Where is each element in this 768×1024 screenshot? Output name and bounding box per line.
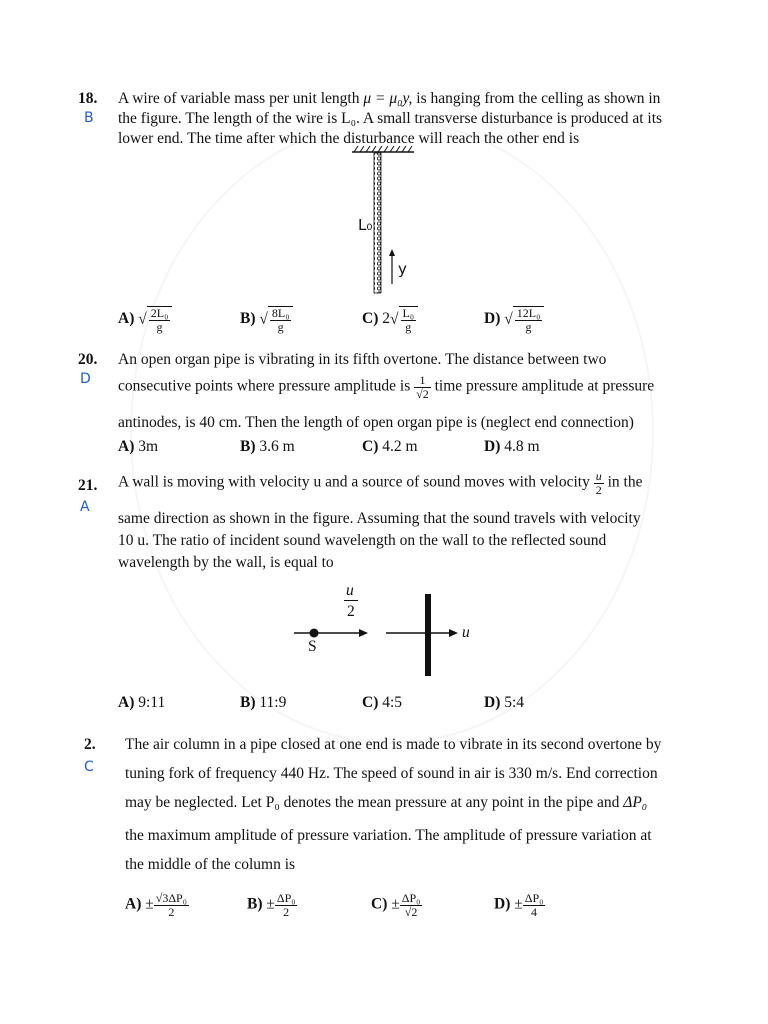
fraction-numerator: 12L₀	[516, 306, 541, 320]
question-20-line-1: An open organ pipe is vibrating in its fifth overtone. The distance between two	[118, 351, 607, 368]
option-label: C)	[362, 438, 379, 455]
wall	[425, 594, 431, 676]
q18-option-b	[240, 306, 293, 333]
figure-2: 2	[347, 603, 355, 620]
question-20-line-2-post: time pressure amplitude at pressure	[430, 377, 655, 395]
q21-option-d	[484, 694, 524, 712]
wire	[374, 153, 381, 293]
delta-p0-symbol: ΔP₀	[623, 794, 648, 811]
question-2-line-3-pre: may be neglected. Let P₀ denotes the mean pressure at any point in the pipe and	[125, 794, 624, 811]
question-20-number: 20.	[78, 351, 98, 368]
question-18-number: 18.	[78, 90, 98, 107]
option-fraction	[523, 892, 546, 918]
option-text: 5:4	[500, 694, 525, 711]
q20-option-c	[362, 438, 418, 456]
question-2-line-3	[125, 794, 647, 812]
option-text: 3.6 m	[255, 438, 295, 455]
option-label: B)	[240, 310, 256, 328]
question-2-line-1: The air column in a pipe closed at one end is made to vibrate in its second overtone by	[125, 736, 662, 753]
plus-minus: ±	[391, 895, 400, 913]
fraction-numerator: L₀	[402, 306, 415, 320]
question-21-line-2: same direction as shown in the figure. Assuming that the sound travels with velocity	[118, 510, 641, 527]
option-fraction	[275, 892, 298, 918]
q2-option-a	[125, 892, 189, 918]
question-20-line-2	[118, 374, 654, 400]
option-label: D)	[484, 438, 501, 455]
question-20-line-3: antinodes, is 40 cm. Then the length of open organ pipe is (neglect end connection)	[118, 414, 634, 431]
fraction-denominator: 4	[531, 904, 538, 919]
figure-u-top: u	[346, 582, 354, 599]
option-label: C)	[362, 310, 379, 328]
mu-expression: μ = μ₀y,	[363, 90, 413, 107]
source-wall-figure	[288, 590, 488, 680]
q2-option-d	[494, 892, 545, 918]
option-label: D)	[494, 895, 511, 913]
q20-option-d	[484, 438, 540, 456]
option-text: 4.8 m	[500, 438, 540, 455]
option-text: 9:11	[134, 694, 166, 711]
fraction-numerator: 2L₀	[150, 306, 169, 320]
q20-option-b	[240, 438, 295, 456]
fraction-denominator: √2	[404, 904, 418, 919]
sqrt-expression: √ $\frac{\text{2L₀}}{g}$	[138, 306, 172, 333]
option-fraction	[154, 892, 189, 918]
fraction-denominator: 2	[595, 482, 602, 497]
question-18-line-1	[118, 90, 660, 108]
question-21-line-3: 10 u. The ratio of incident sound wavelength on the wall to the reflected sound	[118, 532, 607, 549]
question-2-line-4: the maximum amplitude of pressure variation. The amplitude of pressure variation at	[125, 827, 652, 844]
question-21-line-1	[118, 470, 642, 496]
plus-minus: ±	[145, 895, 154, 913]
sqrt-expression: √ $\frac{\text{L₀}}{g}$	[390, 306, 418, 333]
question-20-line-2-pre: consecutive points where pressure amplitude is	[118, 377, 415, 395]
figure-label-L0: L₀	[358, 216, 373, 234]
q2-option-c	[371, 892, 422, 918]
plus-minus: ±	[514, 895, 523, 913]
question-18-answer-mark: B	[84, 110, 94, 126]
question-21-answer-mark: A	[80, 499, 90, 515]
fraction-numerator: 8L₀	[271, 306, 290, 320]
fraction-denominator: √2	[416, 386, 429, 401]
option-label: A)	[118, 438, 135, 455]
option-label: B)	[240, 694, 256, 711]
q21-option-b	[240, 694, 286, 712]
question-20-answer-mark: D	[80, 371, 91, 387]
sqrt-expression: √ $\frac{\text{12L₀}}{g}$	[504, 306, 544, 333]
option-label: D)	[484, 694, 501, 711]
option-text: 3m	[134, 438, 159, 455]
q18-option-d	[484, 306, 544, 333]
one-over-root2-fraction	[414, 374, 431, 400]
option-text: 4:5	[378, 694, 403, 711]
fraction-numerator: ΔP₀	[276, 891, 296, 905]
question-18-line-1-pre: A wire of variable mass per unit length	[118, 90, 364, 107]
option-prefix: 2	[382, 310, 390, 328]
option-label: A)	[125, 895, 142, 913]
option-label: A)	[118, 310, 135, 328]
figure-label-y: y	[398, 260, 407, 278]
question-18-line-3: lower end. The time after which the disturbance will reach the other end is	[118, 130, 580, 147]
fraction-denominator: g	[277, 319, 284, 334]
fraction-denominator: 2	[168, 904, 175, 919]
question-21-line-1-post: in the	[603, 473, 643, 491]
q2-option-b	[247, 892, 297, 918]
question-2-line-2: tuning fork of frequency 440 Hz. The speed of sound in air is 330 m/s. End correction	[125, 765, 658, 782]
question-18-line-2: the figure. The length of the wire is L₀. A small transverse disturbance is produced at its	[118, 110, 663, 127]
figure-u-right: u	[462, 624, 470, 641]
option-label: B)	[240, 438, 256, 455]
fraction-numerator: ΔP₀	[401, 891, 421, 905]
option-text: 4.2 m	[378, 438, 418, 455]
option-label: C)	[371, 895, 388, 913]
question-21-line-4: wavelength by the wall, is equal to	[118, 554, 334, 571]
question-21-number: 21.	[78, 477, 98, 494]
fraction-numerator: u	[595, 469, 602, 483]
fraction-denominator: g	[525, 319, 532, 334]
option-label: D)	[484, 310, 501, 328]
q20-option-a	[118, 438, 158, 456]
fraction-numerator: 1	[414, 374, 431, 388]
fraction-denominator: g	[156, 319, 163, 334]
sqrt-expression: √ $\frac{\text{8L₀}}{g}$	[259, 306, 293, 333]
option-text: 11:9	[255, 694, 287, 711]
option-label: A)	[118, 694, 135, 711]
option-fraction	[400, 892, 423, 918]
wall-arrow-head	[449, 629, 458, 637]
ceiling-hatching	[354, 146, 412, 152]
question-2-line-5: the middle of the column is	[125, 856, 296, 873]
figure-S-label: S	[308, 638, 317, 655]
fraction-denominator: 2	[283, 904, 290, 919]
figure-fraction-bar	[344, 600, 358, 601]
fraction-numerator: √3ΔP₀	[155, 891, 187, 905]
fraction-denominator: g	[405, 319, 412, 334]
fraction-numerator: ΔP₀	[524, 891, 544, 905]
q21-option-c	[362, 694, 402, 712]
hanging-wire-figure	[340, 146, 430, 300]
option-label: B)	[247, 895, 263, 913]
y-arrow-head	[389, 249, 395, 256]
plus-minus: ±	[266, 895, 275, 913]
q21-option-a	[118, 694, 165, 712]
u-over-2-fraction	[594, 470, 604, 496]
source-dot	[310, 629, 319, 638]
question-2-number: 2.	[84, 736, 96, 753]
question-21-line-1-pre: A wall is moving with velocity u and a source of sound moves with velocity	[118, 473, 594, 491]
q18-option-a	[118, 306, 172, 333]
source-arrow-head	[359, 629, 368, 637]
q18-option-c	[362, 306, 418, 333]
question-18-line-1-post: is hanging from the celling as shown in	[412, 90, 661, 107]
question-2-answer-mark: C	[84, 759, 94, 775]
option-label: C)	[362, 694, 379, 711]
